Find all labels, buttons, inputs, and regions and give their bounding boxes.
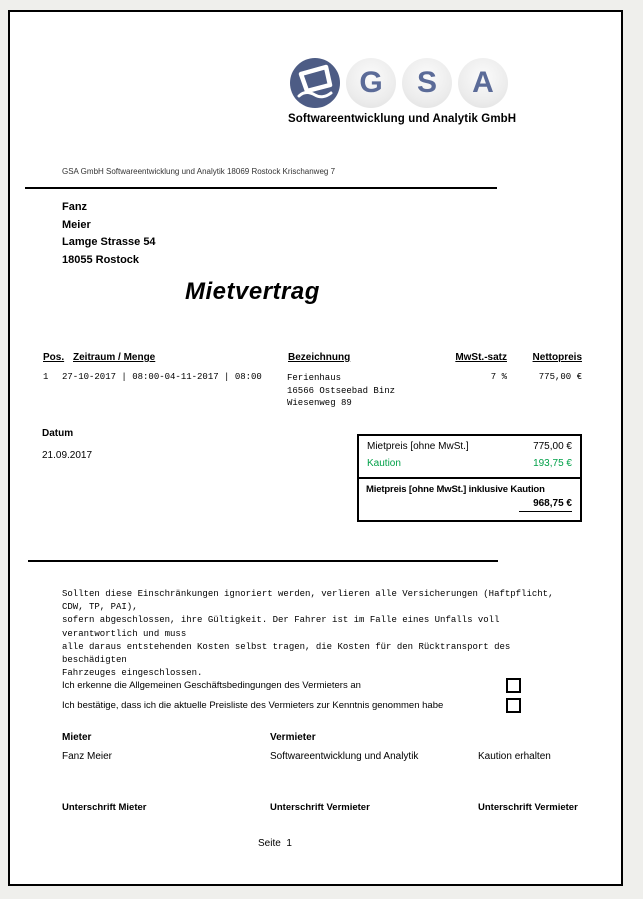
mieter-label: Mieter xyxy=(62,732,92,743)
price-summary-box xyxy=(357,434,582,522)
terms-line: sofern abgeschlossen, ihre Gültigkeit. Der Fahrer ist im Falle eines Unfalls voll xyxy=(62,615,500,626)
terms-line: alle daraus entstehenden Kosten selbst tragen, die Kosten für den Rücktransport des xyxy=(62,641,511,652)
datum-label: Datum xyxy=(42,428,74,439)
kaution-erhalten-label: Kaution erhalten xyxy=(478,751,551,762)
divider-line-middle xyxy=(28,560,498,562)
divider-line-top xyxy=(25,187,497,189)
unterschrift-vermieter-label: Unterschrift Vermieter xyxy=(270,802,370,813)
terms-line: Sollten diese Einschränkungen ignoriert werden, verlieren alle Versicherungen (Haftpflicht, xyxy=(62,589,554,599)
agb-checkbox[interactable] xyxy=(506,678,521,693)
recipient-line: Meier xyxy=(62,218,91,231)
datum-value: 21.09.2017 xyxy=(42,450,93,461)
column-header-netto: Nettopreis xyxy=(532,352,582,363)
bezeichnung-line: Ferienhaus xyxy=(287,373,342,383)
price-box-divider xyxy=(359,477,580,479)
terms-paragraph xyxy=(62,588,553,680)
brand-tagline: Softwareentwicklung und Analytik GmbH xyxy=(288,113,517,125)
gsa-logo xyxy=(290,58,508,108)
column-header-mwst: MwSt.-satz xyxy=(455,352,507,363)
total-label: Mietpreis [ohne MwSt.] inklusive Kaution xyxy=(366,484,545,495)
vermieter-label: Vermieter xyxy=(270,732,316,743)
column-header-bezeichnung: Bezeichnung xyxy=(288,352,351,363)
terms-line: Fahrzeuges eingeschlossen. xyxy=(62,668,203,679)
column-header-zeitraum: Zeitraum / Menge xyxy=(73,352,156,363)
row-zeitraum: 27-10-2017 | 08:00-04-11-2017 | 08:00 xyxy=(62,372,262,382)
terms-line: CDW, TP, PAI), xyxy=(62,602,138,613)
bezeichnung-line: 16566 Ostseebad Binz xyxy=(287,385,396,396)
kaution-label: Kaution xyxy=(367,458,401,469)
row-netto: 775,00 € xyxy=(538,372,582,382)
pricelist-checkbox[interactable] xyxy=(506,698,521,713)
document-page xyxy=(8,10,623,886)
brand-letter-a: A xyxy=(458,58,508,108)
mietpreis-label: Mietpreis [ohne MwSt.] xyxy=(367,441,469,452)
page-number: Seite 1 xyxy=(258,838,292,849)
recipient-line: Lamge Strasse 54 xyxy=(62,236,156,248)
monitor-icon xyxy=(290,58,340,108)
bezeichnung-line: Wiesenweg 89 xyxy=(287,398,352,408)
unterschrift-vermieter2-label: Unterschrift Vermieter xyxy=(478,802,578,813)
unterschrift-mieter-label: Unterschrift Mieter xyxy=(62,802,147,813)
mietpreis-value: 775,00 € xyxy=(533,441,572,452)
recipient-line: Fanz xyxy=(62,201,88,213)
total-value: 968,75 € xyxy=(519,498,572,512)
brand-letter-g: G xyxy=(346,58,396,108)
recipient-line: 18055 Rostock xyxy=(62,253,140,266)
mieter-name: Fanz Meier xyxy=(62,751,113,762)
pricelist-confirmation-text: Ich bestätige, dass ich die aktuelle Preisliste des Vermieters zur Kenntnis genommen habe xyxy=(62,700,444,711)
recipient-address xyxy=(62,199,156,269)
document-title: Mietvertrag xyxy=(185,278,320,305)
vermieter-name: Softwareentwicklung und Analytik xyxy=(270,751,419,762)
agb-confirmation-text: Ich erkenne die Allgemeinen Geschäftsbedingungen des Vermieters an xyxy=(62,680,361,691)
row-pos: 1 xyxy=(43,372,49,382)
sender-line: GSA GmbH Softwareentwicklung und Analytik 18069 Rostock Krischanweg 7 xyxy=(62,167,336,176)
column-header-pos: Pos. xyxy=(43,352,65,363)
kaution-value: 193,75 € xyxy=(533,458,572,469)
terms-line: verantwortlich und muss xyxy=(62,628,187,639)
brand-letter-s: S xyxy=(402,58,452,108)
row-bezeichnung xyxy=(287,372,395,410)
terms-line: beschädigten xyxy=(62,655,127,666)
row-mwst: 7 % xyxy=(490,372,507,382)
